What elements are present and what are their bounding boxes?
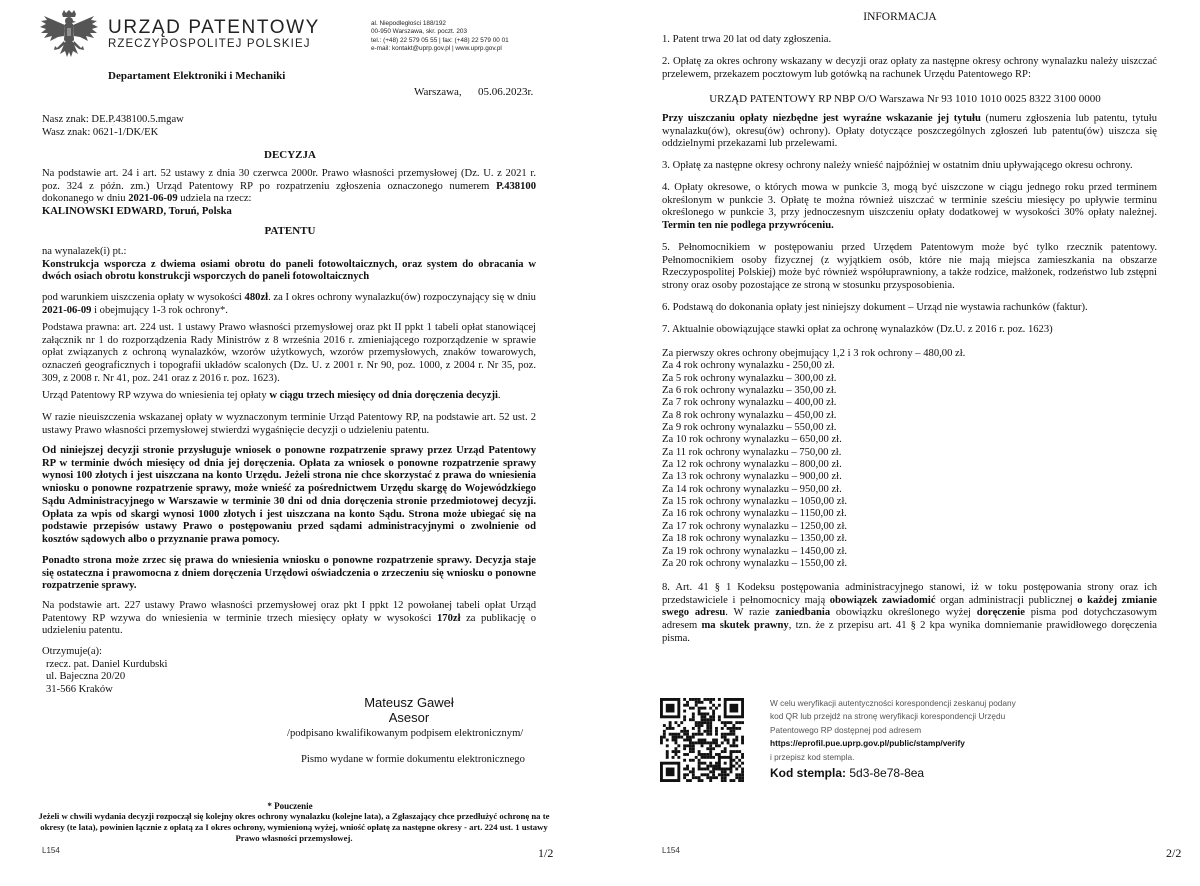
non-payment-notice: W razie nieuiszczenia wskazanej opłaty w wyznaczonym terminie Urząd Patentowy RP, na podstawie art. 52 ust. 2 ustawy Prawo własności przemysłowej stwierdzi wygaśnięcie decyzji o udzieleniu patentu. [42,412,536,436]
fee-row: Za 6 rok ochrony wynalazku – 350,00 zł. [662,385,837,397]
info-item-5: 5. Pełnomocnikiem w postępowaniu przed Urzędem Patentowym może być tylko rzecznik patentowy. Pełnomocnikiem osoby fizycznej (z wyjątkiem osób, które nie mają miejsca zamieszkania na obszarze Rzeczypospolitej Polskiej) może być również współuprawniony, a także rodzice, małżonek, rodzeństwo lub zstępni strony oraz osoby pozostające ze stroną w stosunku przysposobienia. [662,242,1157,292]
page-1 [0,0,590,886]
fee-row: Za 4 rok ochrony wynalazku - 250,00 zł. [662,360,835,372]
page-number: 2/2 [1166,846,1182,860]
fee-row: Za 16 rok ochrony wynalazku – 1150,00 zł. [662,508,847,520]
legal-basis: Podstawa prawna: art. 224 ust. 1 ustawy Prawo własności przemysłowej oraz pkt II ppkt 1 tabeli opłat stanowiącej załącznik nr 1 do rozporządzenia Rady Ministrów z 8 września 2016 r. zmieniającego rozporządzenie w sprawie opłat związanych z ochroną wynalazków, wzorów użytkowych, wzorów przemysłowych, znaków towarowych, oznaczeń geograficznych i topografii układów scalonych (Dz. U. z 2001 r. Nr 90, poz. 1000, z 2004 r. Nr 35, poz. 309, z 2008 r. Nr 41, poz. 241 oraz z 2016 r. poz. 1623). [42,322,536,384]
payment-amount: 480zł [244,292,269,303]
qr-code-icon[interactable] [660,698,744,782]
signatory-role: Asesor [388,710,430,725]
item-8-emphasis: o każdej zmianie swego adresu [662,594,1157,619]
item-8-emphasis: zaniedbania [775,607,831,619]
intro-text-3: udziela na rzecz: [177,193,252,205]
electronic-document-note: Pismo wydane w formie dokumentu elektronicznego [301,754,525,765]
info-item-1: 1. Patent trwa 20 lat od daty zgłoszenia. [662,34,832,45]
office-subtitle: RZECZYPOSPOLITEJ POLSKIEJ [108,38,311,50]
publication-text: Na podstawie art. 227 ustawy Prawo własności przemysłowej oraz pkt I ppkt 12 powołanej tabeli opłat Urząd Patentowy RP wzywa do wniesienia w terminie trzech miesięcy opłaty w wysokości [42,600,536,624]
item-8-text: 8. Art. 41 § 1 Kodeksu postępowania administracyjnego stanowi, iż w toku postępowania strony oraz ich przedstawiciele i pełnomocnicy mają [662,582,1157,606]
your-reference: Wasz znak: 0621-1/DK/EK [42,127,159,138]
fee-row: Za 7 rok ochrony wynalazku – 400,00 zł. [662,397,837,409]
verification-line: i przepisz kod stempla. [770,751,855,762]
fee-row: Za 20 rok ochrony wynalazku – 1550,00 zł. [662,557,848,569]
form-code: L154 [42,846,60,855]
call-deadline: w ciągu trzech miesięcy od dnia doręczenia decyzji [269,390,498,401]
info-item-3: 3. Opłatę za następne okresy ochrony należy wnieść najpóźniej w ostatnim dniu upływającego okresu ochrony. [662,160,1133,171]
department-name: Departament Elektroniki i Mechaniki [108,70,286,82]
item-8-emphasis: ma skutek prawny [701,620,789,632]
item-8-text: pisma pod dotychczasowym adresem [662,607,1157,632]
eagle-emblem-icon [38,10,100,64]
payment-condition [42,292,536,317]
verification-line: W celu weryfikacji autentyczności korespondencji zeskanuj podany [770,698,1016,708]
patent-owner: KALINOWSKI EDWARD, Toruń, Polska [42,206,232,218]
patent-title: PATENTU [264,225,316,237]
footnote-text: Jeżeli w chwili wydania decyzji rozpoczął się kolejny okres ochrony wynalazku (kolejne lata), a Zgłaszający chce przedłużyć ochronę na te okresy (te lata), powinien łącznie z opłatą za I okres ochrony, wymienioną wyżej, wniość opłatę za następne okresy - art. 224 ust. 1 ustawy Prawo własności przemysłowej. [38,811,550,843]
item-8-emphasis: obowiązek zawiadomić [829,594,936,606]
fee-row: Za 11 rok ochrony wynalazku – 750,00 zł. [662,446,842,458]
office-address [371,20,509,53]
signatory-name: Mateusz Gaweł [364,695,454,710]
information-title: INFORMACJA [863,11,937,23]
item-4-emphasis: Termin ten nie podlega przywróceniu. [662,220,834,232]
fee-row: Za 9 rok ochrony wynalazku – 550,00 zł. [662,422,837,434]
fee-row: Za 5 rok ochrony wynalazku – 300,00 zł. [662,372,837,384]
office-title: URZĄD PATENTOWY [108,17,320,38]
address-line: 00-950 Warszawa, skr. poczt. 203 [371,28,468,36]
decision-title: DECYZJA [264,149,316,161]
address-line: tel.: (+48) 22 579 05 55 | fax: (+48) 22 579 00 01 [371,36,509,44]
item-8-text: organ administracji publicznej [935,594,1078,606]
publication-amount: 170zł [437,612,461,624]
fee-row: Za pierwszy okres ochrony obejmujący 1,2 i 3 rok ochrony – 480,00 zł. [662,348,966,359]
call-text: Urząd Patentowy RP wzywa do wniesienia tej opłaty [42,390,270,401]
recipients [42,646,168,696]
payment-call [42,390,536,403]
item-8-text: . W razie [725,607,776,619]
verification-line: Patentowego RP dostępnej pod adresem [770,724,922,735]
fee-table [662,348,965,570]
verification-line: kod QR lub przejdź na stronę weryfikacji korespondencji Urzędu [770,711,1006,722]
address-line: al. Niepodległości 188/192 [371,20,446,27]
fee-row: Za 18 rok ochrony wynalazku – 1350,00 zł. [662,533,848,545]
fee-row: Za 19 rok ochrony wynalazku – 1450,00 zł. [662,545,848,557]
invention-label: na wynalazek(i) pt.: [42,246,127,257]
place-label: Warszawa, [414,86,462,98]
application-number: P.438100 [496,180,536,192]
recipients-label: Otrzymuje(a): [42,646,103,657]
fee-row: Za 14 rok ochrony wynalazku – 950,00 zł. [662,483,842,495]
stamp-code-label: Kod stempla: [770,766,847,780]
intro-text: Na podstawie art. 24 i art. 52 ustawy z dnia 30 czerwca 2000r. Prawo własności przemysłowej (Dz. U. z 2021 r. poz. 324 z późn. zm.) Urząd Patentowy RP po rozpatrzeniu zgłoszenia oznaczonego numerem [42,168,536,192]
item-8-text: , tzn. że z przepisu art. 41 § 2 kpa wynika domniemanie prawidłowego doręczenia pisma. [662,620,1157,644]
recipient-line: ul. Bajeczna 20/20 [46,671,126,682]
publication-fee [42,600,536,638]
item-4-text: 4. Opłaty okresowe, o których mowa w punkcie 3, mogą być uiszczone w ciągu jednego roku przed terminem określonym w punkcie 3. Opłatę te można również uiszczać w terminie sześciu miesięcy po upływie terminu określonego w punkcie 3, przy jednoczesnym uiszczeniu opłaty dodatkowej w wysokości 30% opłaty należnej. [662,182,1157,219]
recipient-line: 31-566 Kraków [46,683,113,695]
document-date: 05.06.2023r. [478,86,534,98]
signature-note: /podpisano kwalifikowanym podpisem elektronicznym/ [287,728,524,739]
fee-row: Za 12 rok ochrony wynalazku – 800,00 zł. [662,459,842,471]
publication-text-2: za publikację o udzieleniu patentu. [42,612,536,637]
invention-name: Konstrukcja wsporcza z dwiema osiami obrotu do paneli fotowoltaicznych, oraz system do obracania w dwóch osiach obrotu konstrukcji wsporczych do paneli fotowoltaicznych [42,258,536,283]
appeal-notice: Od niniejszej decyzji stronie przysługuje wniosek o ponowne rozpatrzenie sprawy przez Urząd Patentowy RP w terminie dwóch miesięcy od dnia jej doręczenia. Opłata za wniosek o ponowne rozpatrzenie sprawy wynosi 100 złotych i jest uiszczana na konto Urzędu. Jeżeli strona nie chce skorzystać z prawa do wniesienia wniosku o ponowne rozpatrzenie sprawy, może wnieść za pośrednictwem Urzędu skargę do Wojewódzkiego Sądu Administracyjnego w Warszawie w terminie 30 dni od dnia doręczenia stronie przedmiotowej decyzji. Opłata za wpis od skargi wynosi 1000 złotych i jest uiszczana na konto Sądu. Strona może ubiegać się na podstawie przepisów ustawy Prawo o postępowaniu przed sądami administracyjnymi o zwolnienie od kosztów sądowych albo o przyznanie prawa pomocy. [42,445,536,545]
fee-row: Za 8 rok ochrony wynalazku – 450,00 zł. [662,409,837,421]
reference-numbers [42,113,184,139]
our-reference: Nasz znak: DE.P.438100.5.mgaw [42,114,184,125]
page-number: 1/2 [538,846,554,860]
info-item-6: 6. Podstawą do dokonania opłaty jest niniejszy dokument – Urząd nie wystawia rachunków (faktur). [662,302,1088,313]
item-8-emphasis: doręczenie [976,607,1025,619]
intro-text-2: dokonanego w dniu [42,193,129,205]
form-code: L154 [662,846,680,855]
footnote-title: * Pouczenie [267,801,313,811]
info-item-8 [662,582,1157,646]
call-text-2: . [497,390,501,401]
item-8-text: obowiązku określonego wyżej [830,607,977,619]
bank-account: URZĄD PATENTOWY RP NBP O/O Warszawa Nr 93 1010 1010 0025 8322 3100 0000 [709,93,1101,105]
fee-row: Za 17 rok ochrony wynalazku – 1250,00 zł. [662,520,848,532]
transfer-emphasis: Przy uiszczaniu opłaty niezbędne jest wyraźne wskazanie jej tytułu [662,113,981,124]
filing-date: 2021-06-09 [128,193,178,205]
fee-row: Za 15 rok ochrony wynalazku – 1050,00 zł. [662,496,848,508]
transfer-instructions [662,113,1157,151]
verification-url-link[interactable]: https://eprofil.pue.uprp.gov.pl/public/stamp/verify [770,738,965,749]
payment-text: pod warunkiem uiszczenia opłaty w wysokości [42,292,245,303]
fee-row: Za 13 rok ochrony wynalazku – 900,00 zł. [662,471,842,483]
protection-start-date: 2021-06-09 [42,304,92,316]
page-2 [600,0,1200,886]
waiver-notice: Ponadto strona może zrzec się prawa do wniesienia wniosku o ponowne rozpatrzenie sprawy. Decyzja staje się ostateczna i prawomocna z dniem doręczenia Urzędowi oświadczenia o zrzeczeniu się wniosku o ponowne rozpatrzenie sprawy. [42,555,536,592]
info-item-4 [662,182,1157,233]
fee-row: Za 10 rok ochrony wynalazku – 650,00 zł. [662,434,842,446]
payment-text-3: i obejmujący 1-3 rok ochrony*. [91,304,228,316]
decision-intro [42,168,536,219]
verification-info [770,697,1016,764]
info-item-7: 7. Aktualnie obowiązujące stawki opłat za ochronę wynalazków (Dz.U. z 2016 r. poz. 1623) [662,324,1053,335]
stamp-code-value: 5d3-8e78-8ea [849,766,925,780]
transfer-text: (numeru zgłoszenia lub patentu, tytułu wynalazku(ów), okresu(ów) ochrony). Opłaty dotyczące poszczególnych zgłoszeń lub patentu(ów) uiszcza się oddzielnymi przekazami lub przelewami. [662,113,1157,150]
payment-text-2: . za I okres ochrony wynalazku(ów) rozpoczynający się w dniu [268,292,536,303]
info-item-2: 2. Opłatę za okres ochrony wskazany w decyzji oraz opłaty za następne okresy ochrony wynalazku należy uiszczać przelewem, przekazem pocztowym lub gotówką na rachunek Urzędu Patentowego RP: [662,56,1157,80]
invention-block [42,246,536,284]
stamp-code [770,766,924,780]
address-line: e-mail: kontakt@uprp.gov.pl | www.uprp.gov.pl [371,44,502,52]
recipient-line: rzecz. pat. Daniel Kurdubski [46,658,168,670]
